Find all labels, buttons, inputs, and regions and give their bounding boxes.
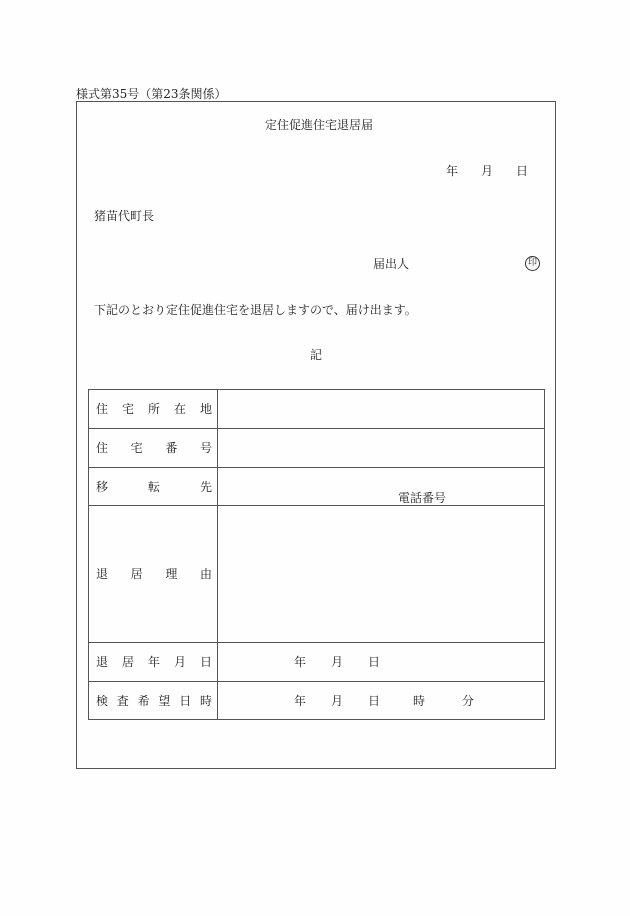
seal-icon: 印 [525, 256, 540, 271]
table-column-divider [217, 390, 218, 719]
label-relocation: 移 転 先 [96, 480, 212, 494]
label-inspection-datetime: 検 査 希 望 日 時 [96, 694, 212, 708]
label-house-number: 住 宅 番 号 [96, 441, 212, 455]
address-field[interactable] [219, 390, 544, 427]
form-title: 定住促進住宅退居届 [265, 118, 374, 132]
statement-text: 下記のとおり定住促進住宅を退居しますので、届け出ます。 [94, 303, 417, 317]
label-move-out-date: 退 居 年 月 日 [96, 655, 212, 669]
move-out-date-field[interactable]: 年 月 日 [294, 655, 381, 669]
label-address: 住 宅 所 在 地 [96, 402, 212, 416]
details-table [88, 389, 545, 720]
addressee: 猪苗代町長 [94, 209, 155, 223]
date-year-label: 年 [446, 164, 459, 178]
inspection-datetime-field[interactable]: 年 月 日 時 分 [294, 694, 475, 708]
relocation-field[interactable] [219, 468, 544, 504]
phone-label: 電話番号 [398, 491, 447, 505]
form-number: 様式第35号（第23条関係） [76, 87, 227, 101]
notation-ki: 記 [310, 348, 323, 362]
label-reason: 退 居 理 由 [96, 567, 212, 581]
date-month-label: 月 [481, 164, 494, 178]
reason-field[interactable] [219, 506, 544, 641]
applicant-label: 届出人 [373, 257, 410, 271]
house-number-field[interactable] [219, 429, 544, 466]
date-day-label: 日 [516, 164, 529, 178]
